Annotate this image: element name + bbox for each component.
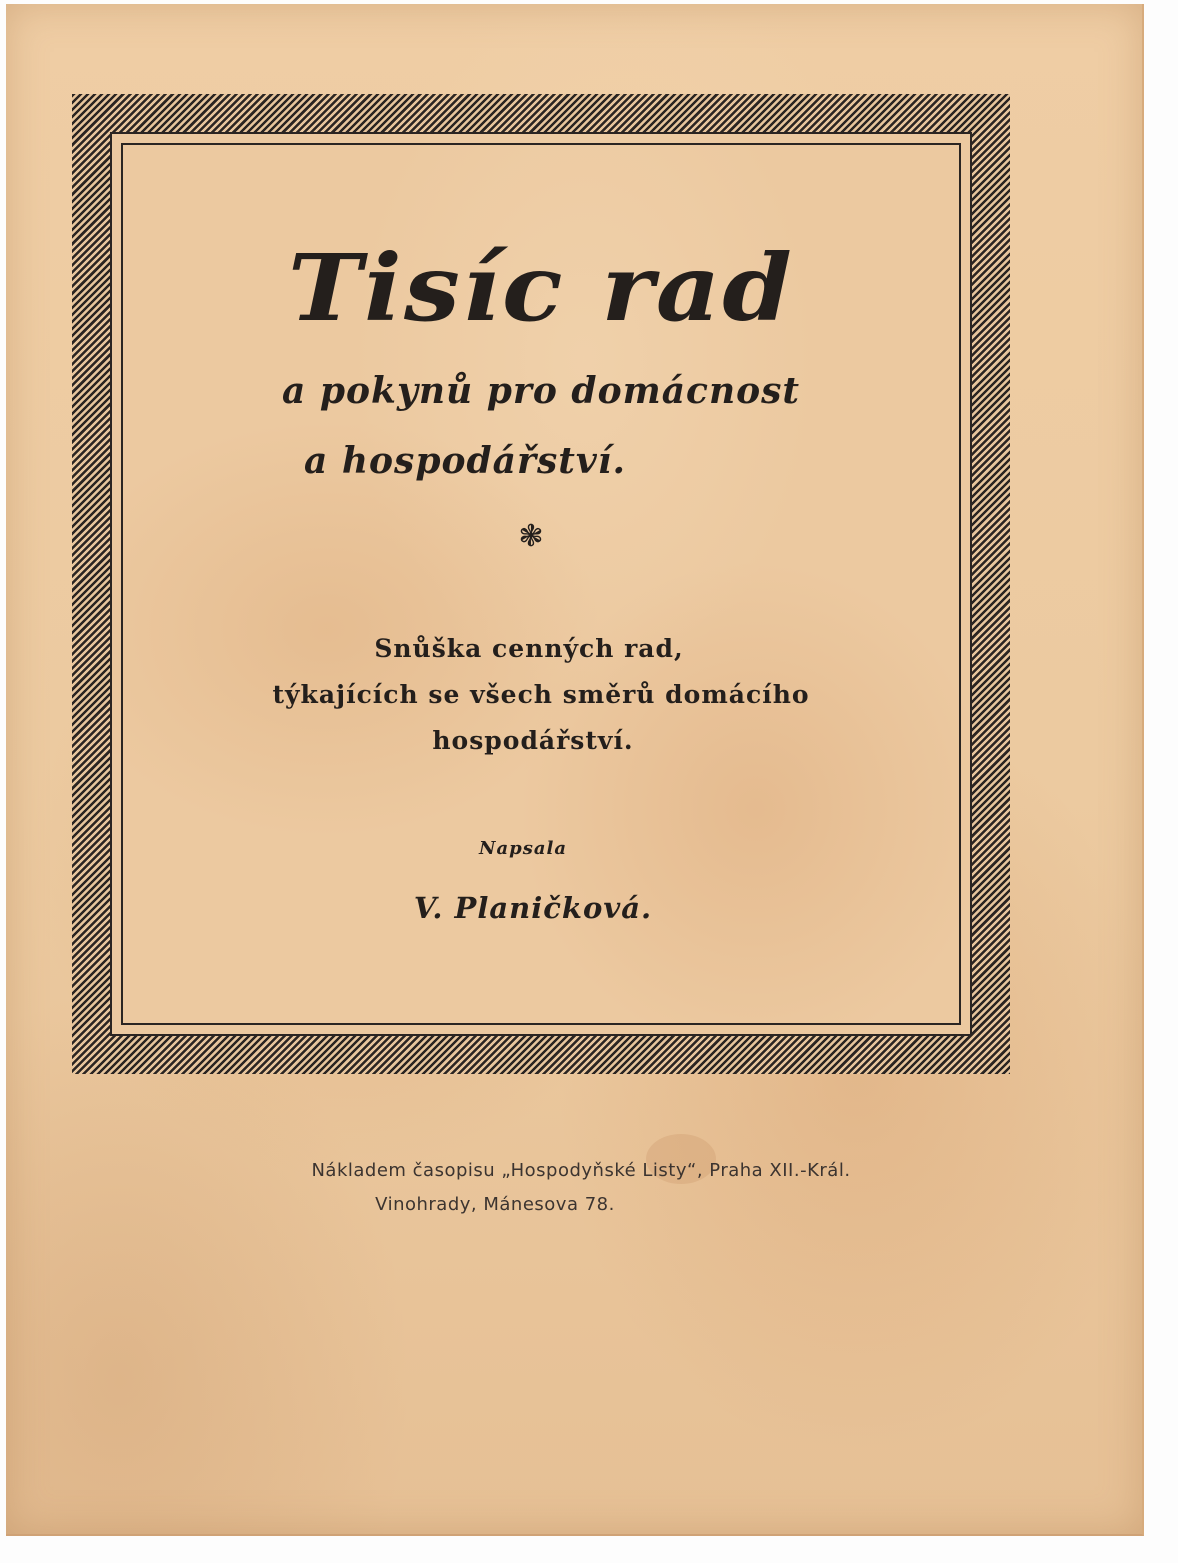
cover-panel bbox=[110, 132, 972, 1215]
publisher-line-1: Nákladem časopisu „Hospodyňské Listy“, Praha XII.-Král. bbox=[311, 1160, 851, 1181]
subtitle-line-2: a hospodářství. bbox=[304, 440, 626, 482]
book-cover bbox=[6, 4, 1144, 1536]
author-name: V. Planičková. bbox=[413, 891, 653, 925]
publisher-line-2: Vinohrady, Mánesova 78. bbox=[375, 1194, 615, 1215]
subtitle-line-1: a pokynů pro domácnost bbox=[281, 370, 801, 412]
description-line-1: Snůška cenných rad, bbox=[374, 634, 684, 663]
hatched-border-frame bbox=[72, 94, 1010, 1215]
flower-ornament-icon: ❃ bbox=[518, 519, 544, 554]
book-title: Tisíc rad bbox=[287, 234, 795, 342]
byline: Napsala bbox=[479, 838, 567, 859]
description-line-2: týkajících se všech směrů domácího bbox=[272, 680, 810, 709]
cover-text bbox=[112, 134, 970, 1215]
description-line-3: hospodářství. bbox=[432, 726, 634, 755]
